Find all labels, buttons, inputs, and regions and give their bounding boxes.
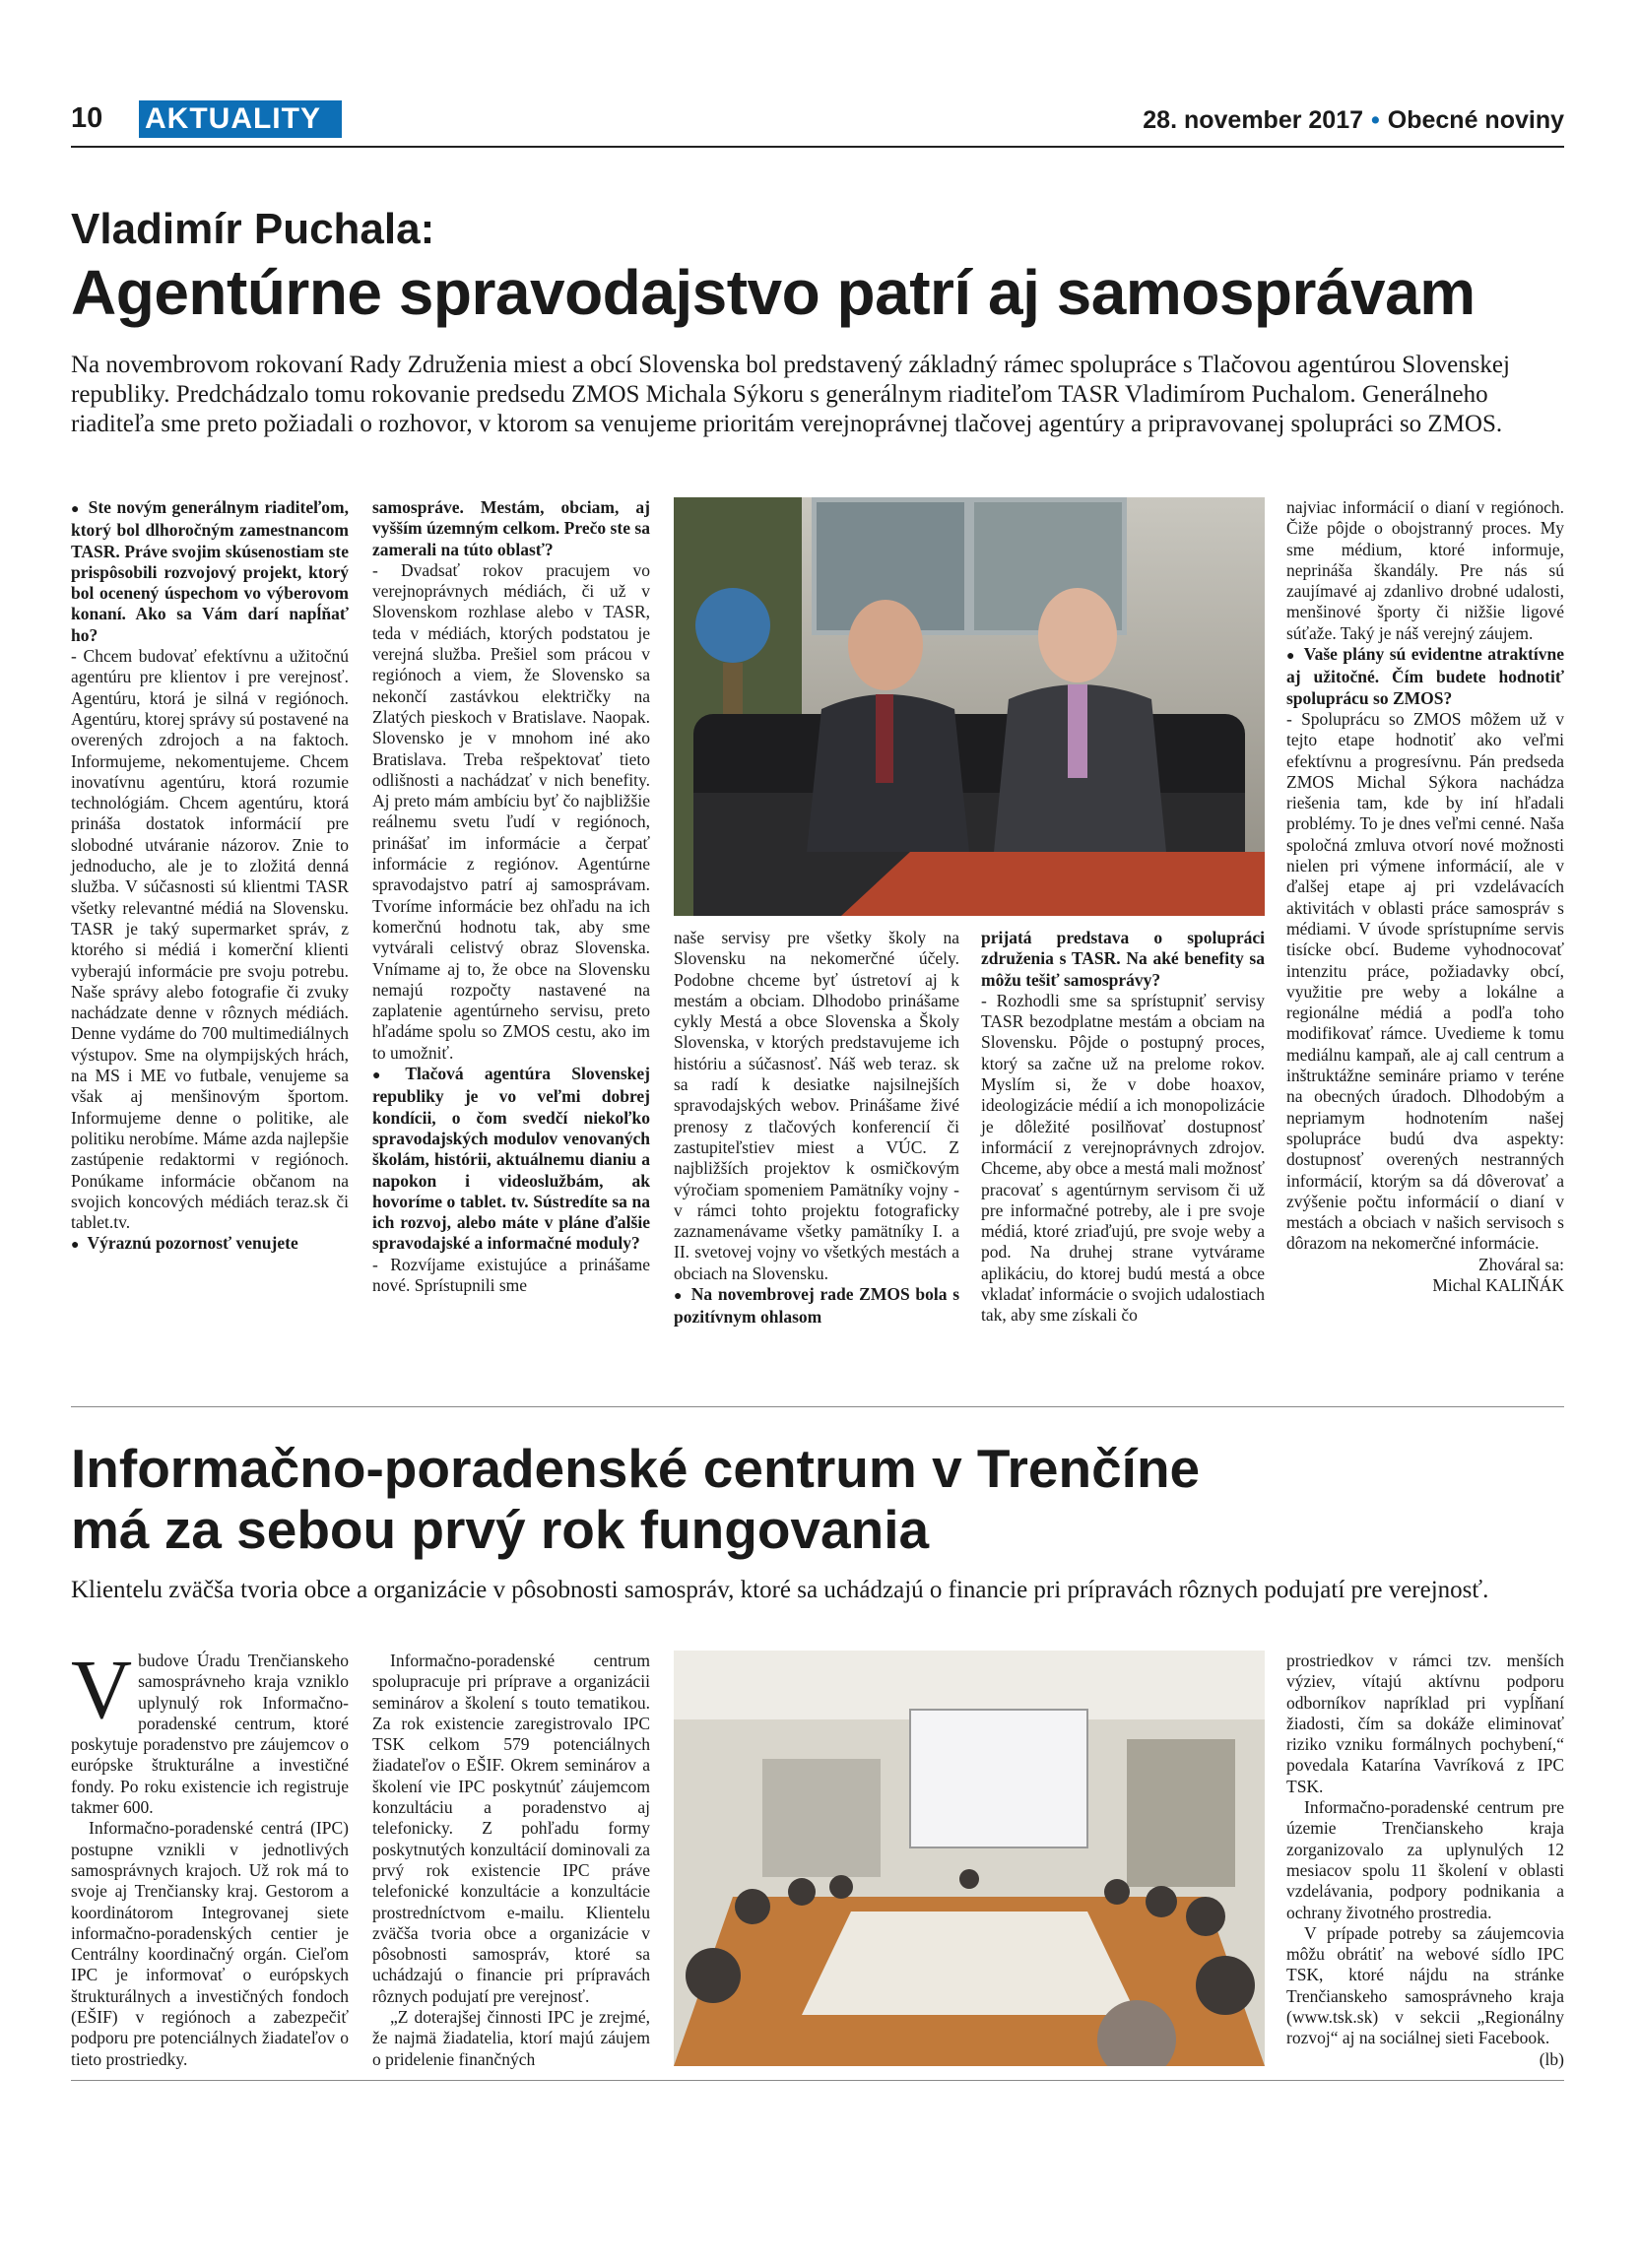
- article2-headline-line1: Informačno-poradenské centrum v Trenčíne: [71, 1438, 1201, 1499]
- article2-col1: [71, 1642, 349, 2070]
- article1-lead: Na novembrovom rokovaní Rady Združenia miest a obcí Slovenska bol predstavený základný rámec spolupráce s Tlačovou agentúrou Slovenskej republiky. Predchádzalo tomu rokovanie predsedu ZMOS Michala Sýkoru s generálnym riaditeľom TASR Vladimírom Puchalom. Generálneho riaditeľa sme preto požiadali o rozhovor, v ktorom sa venujeme prioritám verejnoprávnej tlačovej agentúry a pripravovanej spolupráci so ZMOS.: [71, 352, 1510, 437]
- article1-headline: Agentúrne spravodajstvo patrí aj samosprávam: [71, 257, 1476, 328]
- photo-seminar-room: [674, 1651, 1265, 2066]
- credit-label: Zhováral sa:: [1478, 1254, 1564, 1274]
- credit-name: Michal KALIŇÁK: [1432, 1274, 1564, 1295]
- question: ● Ste novým generálnym riaditeľom, ktorý bol dlhoročným zamestnancom TASR. Práve svojim skúsenostiam ste prispôsobili rozvojový projekt, ktorý bol ocenený úspechom vo výberovom konaní. Ako sa Vám darí napĺňať ho?: [71, 497, 349, 646]
- article1-col3: [674, 928, 959, 1328]
- question-continued: prijatá predstava o spolupráci združenia s TASR. Na aké benefity sa môžu tešiť samosprávy?: [981, 928, 1265, 990]
- article2-col2: [372, 1651, 650, 2070]
- answer: - Spoluprácu so ZMOS môžem už v tejto etape hodnotiť ako veľmi efektívnu a progresívnu. Pán predseda ZMOS Michal Sýkora nachádza riešenia tam, kde by iní hľadali problémy. To je dnes veľmi cenné. Naša spoločná zmluva otvorí nové možnosti nielen pri výmene informácií, ale v ďalšej etape aj pri vzdelávacích aktivitách v oblasti práce samospráv s médiami. V úvode sprístupníme servis tisícke obcí. Budeme vyhodnocovať intenzitu práce, požiadavky obcí, využitie pre weby a lokálne a regionálne médiá a podľa toho modifikovať rámce. Uvedieme k tomu mediálnu kampaň, ale aj call centrum a inštruktážne semináre priamo v teréne na obecných úradoch. Dlhodobým a nepriamym hodnotením našej spolupráce budú dva aspekty: dostupnosť overených nestranných informácií, ktorým sa dá dôverovať a zvýšenie počtu informácií o dianí v mestách a obciach v našich servisoch s dôrazom na nekomerčné informácie.: [1286, 708, 1564, 1254]
- answer: - Dvadsať rokov pracujem vo verejnoprávnych médiách, či už v Slovenskom rozhlase alebo v TASR, teda v médiách, ktorých podstatou je verejná služba. Prešiel som prácou v regiónoch a viem, že Slovensko sa nekončí zastávkou električky na Zlatých pieskoch v Bratislave. Naopak. Slovensko je v mnohom iné ako Bratislava. Treba rešpektovať tieto odlišnosti a nachádzať v nich benefity. Aj preto mám ambíciu byť čo najbližšie reálnemu svetu ľudí v regiónoch, prinášať im informácie a čerpať informácie z regiónov. Agentúrne spravodajstvo patrí aj samosprávam. Tvoríme informácie bez ohľadu na ich komerčnú hodnotu tak, aby sme vytvárali celistvý obraz Slovenska. Vnímame aj to, že obce na Slovensku nemajú rozpočty nastavené na zaplatenie agentúrneho servisu, preto hľadáme spolu so ZMOS cestu, ako im to umožniť.: [372, 559, 650, 1063]
- article1-kicker: Vladimír Puchala:: [71, 205, 435, 253]
- answer: naše servisy pre všetky školy na Slovensku na nekomerčné účely. Podobne chceme byť ústretoví aj k mestám a obciam. Dlhodobo prinášame cykly Mestá a obce Slovenska a Školy Slovenska, v ktorých predstavujeme ich históriu a súčasnosť. Náš web teraz. sk sa radí k desiatke najsilnejších spravodajských webov. Prinášame živé prenosy z tlačových konferencií či zastupiteľstiev miest a VÚC. Z najbližších projektov k osmičkovým výročiam spomeniem Pamätníky vojny - v rámci tohto projektu fotograficky zaznamenávame všetky pamätníky I. a II. svetovej vojny vo všetkých mestách a obciach na Slovensku.: [674, 928, 959, 1283]
- header-rule: [71, 146, 1564, 148]
- publication-name: Obecné noviny: [1387, 106, 1564, 134]
- answer: najviac informácií o dianí v regiónoch. Čiže pôjde o obojstranný proces. My sme médium, ktoré informuje, neprináša škandály. Pre nás sú zaujímavé aj zdanlivo drobné udalosti, menšinové športy či nižšie ligové súťaže. Taký je náš verejný záujem.: [1286, 497, 1564, 643]
- article1-col4: [981, 928, 1265, 1327]
- paragraph: Informačno-poradenské centrá (IPC) postupne vznikli v jednotlivých samosprávnych krajoch. Už rok má to svoje aj Trenčiansky kraj. Gestorom a koordinátorom Integrovanej siete informačno-poradenských centier je Centrálny koordinačný orgán. Cieľom IPC je informovať o európskych štrukturálnych a investičných fondoch (EŠIF) v regiónoch a zabezpečiť podporu pre potenciálnych žiadateľov o tieto prostriedky.: [71, 1818, 349, 2069]
- question: ● Tlačová agentúra Slovenskej republiky je vo veľmi dobrej kondícii, o čom svedčí niekoľko spravodajských modulov venovaných školám, histórii, aktuálnemu dianiu a napokon i videoslužbám, ak hovoríme o tablet. tv. Sústredíte sa na ich rozvoj, alebo máte v pláne ďalšie spravodajské a informačné moduly?: [372, 1064, 650, 1255]
- paragraph: „Z doterajšej činnosti IPC je zrejmé, že najmä žiadatelia, ktorí majú záujem o pridelenie finančných: [372, 2007, 650, 2069]
- article1-col2: [372, 497, 650, 1296]
- drop-cap: V: [71, 1642, 133, 1736]
- section-label: AKTUALITY: [139, 100, 342, 138]
- article-divider: [71, 1406, 1564, 1407]
- paragraph: V prípade potreby sa záujemcovia môžu obrátiť na webové sídlo IPC TSK, ktoré nájdu na stránke Trenčianskeho samosprávneho kraja (www.tsk.sk) v sekcii „Regionálny rozvoj“ aj na sociálnej sieti Facebook.: [1286, 1922, 1564, 2048]
- question: ● Vaše plány sú evidentne atraktívne aj užitočné. Čím budete hodnotiť spoluprácu so ZMOS?: [1286, 644, 1564, 709]
- article2-headline: [71, 1438, 1351, 1560]
- article2-lead: Klientelu zväčša tvoria obce a organizácie v pôsobnosti samospráv, ktoré sa uchádzajú o financie pri prípravách rôznych podujatí pre verejnosť.: [71, 1577, 1489, 1603]
- question: ● Na novembrovej rade ZMOS bola s pozitívnym ohlasom: [674, 1284, 959, 1328]
- paragraph: Informačno-poradenské centrum pre územie Trenčianskeho kraja zorganizovalo za uplynulých 12 mesiacov spolu 11 školení v oblasti vzdelávania, podpory podnikania a ochrany životného prostredia.: [1286, 1797, 1564, 1922]
- seminar-photo: [674, 1651, 1265, 2066]
- answer: - Chcem budovať efektívnu a užitočnú agentúru pre klientov i pre verejnosť. Agentúru, ktorá je silná v regiónoch. Agentúru, ktorej správy sú postavené na overených zdrojoch a na faktoch. Informujeme, nekomentujeme. Chcem inovatívnu agentúru, ktorá rozumie technológiám. Chcem agentúru, ktorá prináša dostatok informácií pre slobodné utváranie názorov. Znie to jednoducho, ale je to zložitá denná služba. V súčasnosti sú klientmi TASR všetky relevantné médiá na Slovensku. TASR je taký supermarket správ, z ktorého si médiá i komerční klienti vyberajú informácie pre svoju potrebu. Naše správy alebo fotografie či zvuky nachádzate denne v rôznych médiách. Denne vydáme do 700 multimediálnych výstupov. Sme na olympijských hrách, na MS i ME vo futbale, venujeme sa však aj menšinovým športom. Informujeme denne o politike, ale politiku nerobíme. Máme azda najlepšie zastúpenie redaktormi v regiónoch. Ponúkame informácie občanom na svojich koncových médiách teraz.sk či tablet.tv.: [71, 646, 349, 1233]
- separator: •: [1371, 106, 1380, 134]
- paragraph: Vbudove Úradu Trenčianskeho samosprávneho kraja vzniklo uplynulý rok Informačno-poradenské centrum, ktoré poskytuje poradenstvo pre záujemcov o európske štrukturálne a investičné fondy. Po roku existencie ich registruje takmer 600.: [71, 1642, 349, 1818]
- answer: - Rozvíjame existujúce a prinášame nové. Sprístupnili sme: [372, 1254, 650, 1295]
- signature: (lb): [1539, 2048, 1564, 2069]
- interview-photo: [674, 497, 1265, 916]
- photo-interview-scene: [674, 497, 1265, 916]
- paragraph: Informačno-poradenské centrum spolupracuje pri príprave a organizácii seminárov a školení s touto tematikou. Za rok existencie zaregistrovalo IPC TSK celkom 579 potenciálnych žiadateľov o EŠIF. Okrem seminárov a školení vie IPC poskytnúť záujemcom konzultáciu a poradenstvo aj telefonicky. Z pohľadu formy poskytnutých konzultácií dominovali za prvý rok existencie IPC práve telefonické konzultácie a konzultácie prostredníctvom e-mailu. Klientelu zväčša tvoria obce a organizácie v pôsobnosti samospráv, ktoré sa uchádzajú o financie pri prípravách rôznych podujatí pre verejnosť.: [372, 1651, 650, 2006]
- paragraph: prostriedkov v rámci tzv. menších výziev, vítajú aktívnu podporu odborníkov napríklad pri vypĺňaní žiadosti, čím sa dokáže eliminovať riziko vzniku formálnych pochybení,“ povedala Katarína Vavríková z IPC TSK.: [1286, 1651, 1564, 1796]
- question-continued: samospráve. Mestám, obciam, aj vyšším územným celkom. Prečo ste sa zamerali na túto oblasť?: [372, 497, 650, 559]
- article2-headline-line2: má za sebou prvý rok fungovania: [71, 1499, 930, 1560]
- article2-col3: [1286, 1651, 1564, 2070]
- answer: - Rozhodli sme sa sprístupniť servisy TASR bezodplatne mestám a obciam na Slovensku. Pôjde o postupný proces, ktorý sa začne už na prelome rokov. Myslím si, že v dobe hoaxov, ideologizácie médií a ich monopolizácie je dôležité posilňovať dostupnosť informácií z verejnoprávnych zdrojov. Chceme, aby obce a mestá mali možnosť pracovať s agentúrnym servisom či už pre informačné potreby, ale i pre svoje médiá, ktoré zriaďujú, pre svoje weby a pod. Na druhej strane vytvárame aplikáciu, do ktorej budú mestá a obce vkladať informácie o svojich udalostiach tak, aby sme získali čo: [981, 990, 1265, 1326]
- article1-col1: [71, 497, 349, 1257]
- issue-date: 28. november 2017: [1143, 106, 1364, 134]
- bottom-rule: [71, 2080, 1564, 2081]
- issue-info: [1143, 106, 1564, 135]
- article1-col5: [1286, 497, 1564, 1296]
- page-number: 10: [71, 102, 103, 134]
- question: ● Výraznú pozornosť venujete: [71, 1233, 349, 1256]
